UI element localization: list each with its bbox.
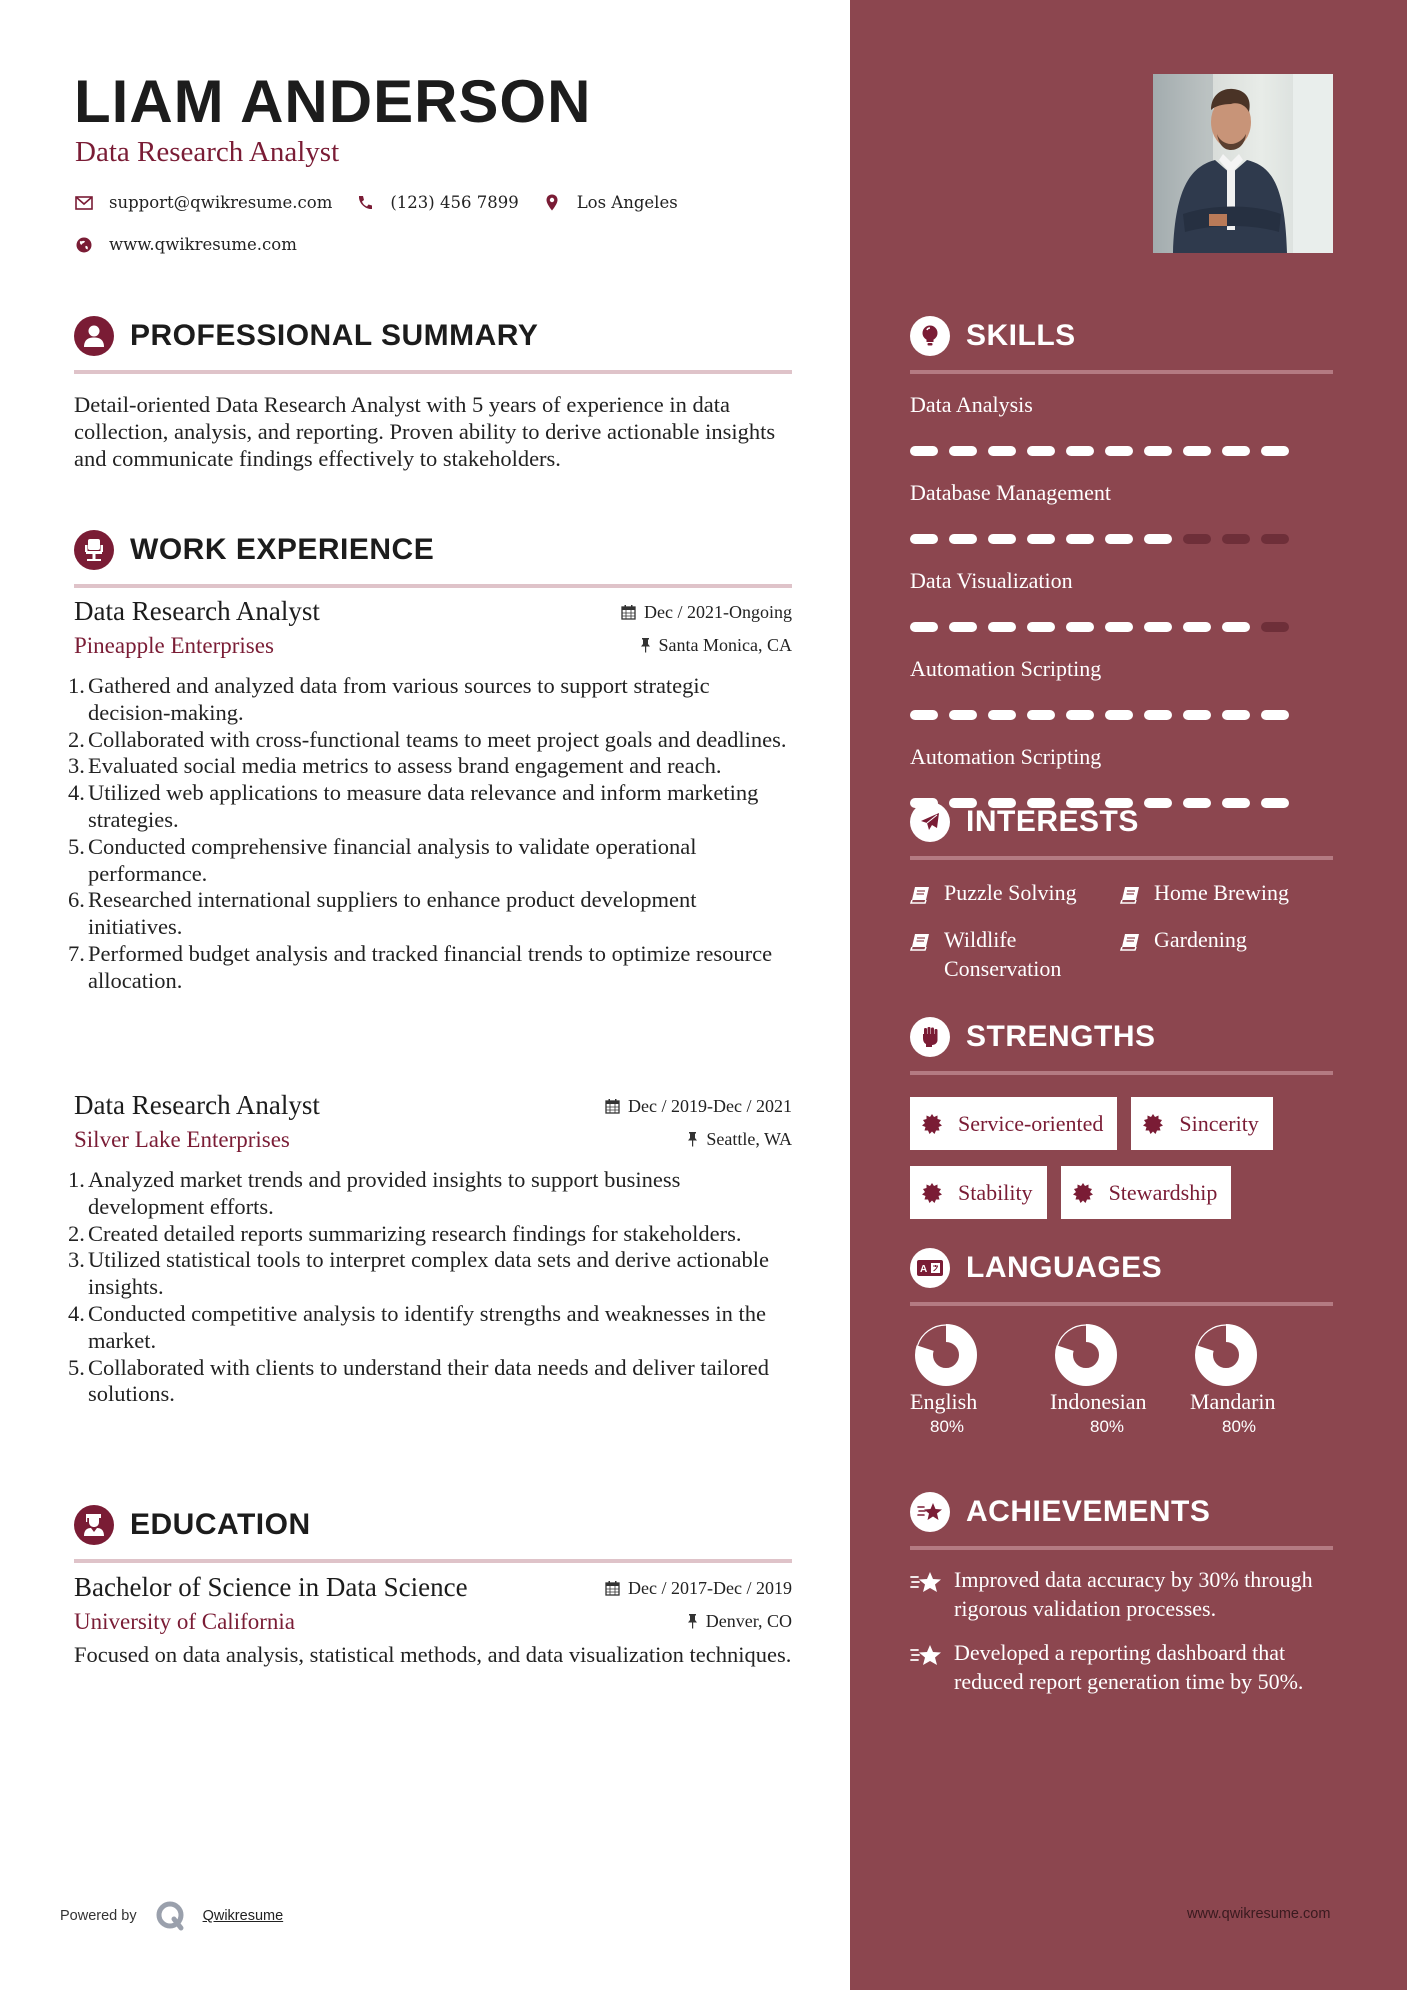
strengths-heading: STRENGTHS — [966, 1020, 1156, 1053]
duty-item: 3. Evaluated social media metrics to assess brand engagement and reach. — [68, 753, 722, 779]
achievements-list — [910, 1566, 1333, 1696]
contact-row-2 — [75, 235, 321, 254]
section-divider — [910, 856, 1333, 860]
pushpin-icon — [640, 637, 651, 653]
skill-item: Automation Scripting — [910, 740, 1333, 808]
skill-rating-7-of-10 — [910, 534, 1333, 544]
book-icon — [1120, 878, 1142, 911]
achievement-item: Improved data accuracy by 30% through rigorous validation processes. — [910, 1566, 1333, 1623]
summary-heading: PROFESSIONAL SUMMARY — [130, 319, 539, 352]
globe-icon — [75, 236, 93, 254]
badge-icon — [1143, 1114, 1165, 1134]
job-dates: Dec / 2019-Dec / 2021 — [605, 1096, 792, 1117]
book-icon — [910, 878, 932, 911]
skill-rating-10-of-10 — [910, 446, 1333, 456]
strength-chip: Sincerity — [1131, 1097, 1272, 1150]
contact-email[interactable]: support@qwikresume.com — [75, 193, 332, 212]
job-location: Seattle, WA — [687, 1129, 792, 1150]
duty-item: 7. Performed budget analysis and tracked financial trends to optimize resource allocation. — [68, 940, 773, 993]
proficiency-donut-80 — [1055, 1324, 1117, 1386]
duty-item: 1. Analyzed market trends and provided insights to support business development efforts. — [68, 1167, 681, 1219]
job-entry — [68, 1090, 792, 1408]
duty-item: 6. Researched international suppliers to enhance product development initiatives. — [68, 887, 697, 940]
proficiency-donut-80 — [915, 1324, 977, 1386]
language-item: Indonesian 80% — [1050, 1324, 1190, 1437]
languages-list — [910, 1324, 1333, 1437]
summary-section — [74, 314, 792, 472]
user-icon — [74, 316, 114, 356]
badge-icon — [922, 1114, 944, 1134]
skill-rating-10-of-10 — [910, 710, 1333, 720]
interest-item: Wildlife Conservation — [910, 925, 1120, 983]
education-entry — [74, 1572, 792, 1668]
duty-item: 5. Conducted comprehensive financial analysis to validate operational performance. — [68, 833, 697, 886]
skills-heading: SKILLS — [966, 319, 1076, 352]
school-name: University of California — [74, 1609, 296, 1634]
education-description: Focused on data analysis, statistical methods, and data visualization techniques. — [74, 1642, 792, 1667]
interest-item: Gardening — [1120, 925, 1330, 983]
envelope-icon — [75, 194, 93, 212]
achievements-heading: ACHIEVEMENTS — [966, 1495, 1211, 1528]
languages-heading: LANGUAGES — [966, 1251, 1163, 1284]
strength-chip: Service-oriented — [910, 1097, 1117, 1150]
powered-by: Powered by Qwikresume — [60, 1900, 283, 1932]
duty-item: 2. Created detailed reports summarizing research findings for stakeholders. — [68, 1220, 742, 1246]
job-title: Data Research Analyst — [74, 1090, 320, 1120]
education-dates: Dec / 2017-Dec / 2019 — [605, 1578, 792, 1599]
qwikresume-link[interactable]: Qwikresume — [202, 1908, 284, 1924]
job-company: Pineapple Enterprises — [74, 633, 274, 658]
interests-heading: INTERESTS — [966, 805, 1139, 838]
section-divider — [910, 1546, 1333, 1550]
contact-row — [75, 193, 702, 212]
shooting-star-icon — [910, 1639, 942, 1671]
skill-item: Data Visualization — [910, 564, 1333, 632]
interests-section — [910, 800, 1333, 983]
job-title: Data Research Analyst — [74, 596, 320, 626]
pushpin-icon — [687, 1131, 698, 1147]
degree-title: Bachelor of Science in Data Science — [74, 1572, 468, 1602]
education-section — [74, 1503, 792, 1563]
shooting-star-icon — [910, 1492, 950, 1532]
interest-item: Home Brewing — [1120, 878, 1330, 911]
strengths-section — [910, 1015, 1333, 1219]
calendar-icon — [621, 604, 636, 620]
contact-website[interactable]: www.qwikresume.com — [75, 235, 297, 254]
strength-chip: Stability — [910, 1166, 1047, 1219]
raised-fist-icon — [910, 1017, 950, 1057]
section-divider — [910, 1071, 1333, 1075]
calendar-icon — [605, 1580, 620, 1596]
languages-section — [910, 1246, 1333, 1437]
phone-icon — [356, 194, 374, 212]
contact-phone[interactable]: (123) 456 7899 — [356, 193, 518, 212]
badge-icon — [922, 1183, 944, 1203]
skill-item: Data Analysis — [910, 388, 1333, 456]
duty-item: 2. Collaborated with cross-functional teams to meet project goals and deadlines. — [68, 726, 787, 752]
badge-icon — [1073, 1183, 1095, 1203]
language-item: English 80% — [910, 1324, 1050, 1437]
duty-item: 4. Utilized web applications to measure data relevance and inform marketing strategies. — [68, 780, 759, 832]
strengths-list — [910, 1097, 1333, 1219]
duty-item: 1. Gathered and analyzed data from various sources to support strategic decision-making. — [68, 673, 710, 725]
language-item: Mandarin 80% — [1190, 1324, 1330, 1437]
strength-chip: Stewardship — [1061, 1166, 1232, 1219]
section-divider — [74, 1559, 792, 1563]
interest-item: Puzzle Solving — [910, 878, 1120, 911]
duties-list — [68, 673, 792, 995]
pushpin-icon — [687, 1613, 698, 1629]
shooting-star-icon — [910, 1566, 942, 1598]
job-entry — [68, 596, 792, 995]
skills-list — [910, 388, 1333, 808]
skill-item: Automation Scripting — [910, 652, 1333, 720]
skill-item: Database Management — [910, 476, 1333, 544]
contact-location: Los Angeles — [543, 193, 678, 212]
education-heading: EDUCATION — [130, 1508, 311, 1541]
experience-section — [74, 528, 792, 588]
skills-section — [910, 314, 1333, 828]
skill-rating-9-of-10 — [910, 622, 1333, 632]
experience-heading: WORK EXPERIENCE — [130, 533, 435, 566]
footer-website[interactable]: www.qwikresume.com — [1187, 1906, 1331, 1922]
svg-text:A: A — [920, 1264, 928, 1275]
achievement-item: Developed a reporting dashboard that reduced report generation time by 50%. — [910, 1639, 1333, 1696]
candidate-title: Data Research Analyst — [75, 136, 340, 168]
section-divider — [74, 584, 792, 588]
translate-icon — [910, 1248, 950, 1288]
duties-list — [68, 1167, 792, 1408]
proficiency-donut-80 — [1195, 1324, 1257, 1386]
section-divider — [910, 1302, 1333, 1306]
map-pin-icon — [543, 194, 561, 212]
job-company: Silver Lake Enterprises — [74, 1127, 290, 1152]
book-icon — [1120, 925, 1142, 958]
section-divider — [74, 370, 792, 374]
paper-plane-icon — [910, 802, 950, 842]
book-icon — [910, 925, 932, 958]
office-chair-icon — [74, 530, 114, 570]
summary-text: Detail-oriented Data Research Analyst with 5 years of experience in data collection, analysis, and reporting. Proven ability to derive actionable insights and communicate findings effectively to stakeholders. — [74, 392, 776, 471]
lightbulb-icon — [910, 316, 950, 356]
duty-item: 5. Collaborated with clients to understand their data needs and deliver tailored solutions. — [68, 1354, 770, 1407]
education-location: Denver, CO — [687, 1611, 792, 1632]
achievements-section — [910, 1490, 1333, 1696]
qwikresume-logo-icon — [155, 1900, 187, 1932]
duty-item: 4. Conducted competitive analysis to identify strengths and weaknesses in the market. — [68, 1300, 766, 1353]
graduate-icon — [74, 1505, 114, 1545]
interests-list — [910, 878, 1333, 983]
profile-photo — [1153, 74, 1333, 253]
job-location: Santa Monica, CA — [640, 635, 792, 656]
job-dates: Dec / 2021-Ongoing — [621, 602, 792, 623]
duty-item: 3. Utilized statistical tools to interpret complex data sets and derive actionable insights. — [68, 1247, 770, 1300]
candidate-name: LIAM ANDERSON — [74, 68, 592, 135]
calendar-icon — [605, 1098, 620, 1114]
section-divider — [910, 370, 1333, 374]
